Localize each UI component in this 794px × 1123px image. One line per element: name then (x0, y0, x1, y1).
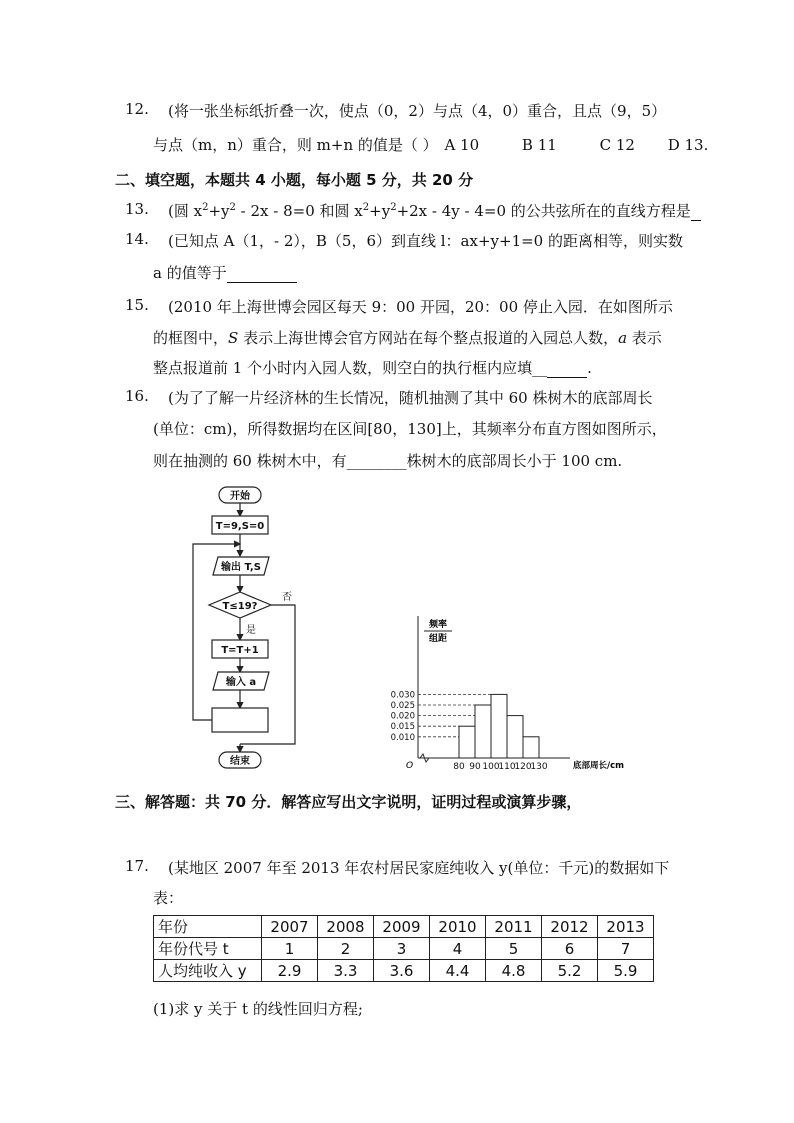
histogram-chart (380, 608, 640, 778)
q12-option-b: B 11 (521, 136, 557, 154)
q15-line2 (153, 327, 662, 348)
q15-text-1: 2010 年上海世博会园区每天 9：00 开园，20：00 停止入园．在如图所示 (173, 298, 673, 316)
q12-number: 12. (125, 100, 149, 118)
q14-text-2: a 的值等于 (153, 264, 227, 282)
y-tick-label: 0.020 (390, 711, 415, 722)
q13-text-b: +y (208, 202, 230, 220)
flow-end-label: 结束 (230, 756, 250, 767)
q13-text-a: 圆 x (173, 202, 203, 220)
q15-var-s: S (228, 329, 239, 347)
table-cell: 2012 (542, 916, 598, 938)
flowchart (185, 482, 325, 774)
q12-text-2: 与点（m，n）重合，则 m+n 的值是（ ） (153, 136, 438, 154)
q14-number: 14. (125, 230, 149, 248)
q16-line3 (153, 450, 622, 471)
q14-answer-blank (227, 264, 297, 283)
table-cell: 3.3 (318, 960, 374, 982)
x-tick-label: 100 (482, 762, 500, 772)
table-cell: 2 (318, 938, 374, 960)
table-cell: 2007 (262, 916, 318, 938)
q13-answer-blank (691, 202, 701, 221)
table-cell: 5 (486, 938, 542, 960)
table-row (154, 916, 654, 938)
q16-text-2: (单位：cm)，所得数据均在区间[80，130]上，其频率分布直方图如图所示， (153, 420, 667, 438)
table-cell: 5.9 (598, 960, 654, 982)
q13-mark: ( (168, 202, 174, 220)
q17-mark: ( (168, 859, 174, 877)
q15-line1 (168, 296, 673, 317)
histogram-bar (507, 716, 523, 758)
table-cell: 2010 (430, 916, 486, 938)
q16-number: 16. (125, 387, 149, 405)
q12-text-1: 将一张坐标纸折叠一次，使点（0，2）与点（4，0）重合，且点（9，5） (173, 102, 667, 120)
q15-answer-blank: __ (532, 359, 548, 377)
histogram-bar (491, 694, 507, 758)
table-cell: 5.2 (542, 960, 598, 982)
table-row (154, 960, 654, 982)
q12-line1 (168, 100, 666, 121)
q13-text-c: - 2x - 8=0 和圆 x (235, 202, 363, 220)
q16-text-3b: 株树木的底部周长小于 100 cm. (406, 452, 623, 470)
q12-option-d: D 13. (667, 136, 709, 154)
ylabel-bottom: 组距 (428, 634, 448, 644)
table-cell: 2011 (486, 916, 542, 938)
q15-var-a: a (618, 329, 628, 347)
histogram-bar (475, 705, 491, 758)
income-table (153, 915, 654, 982)
q16-line1 (168, 387, 653, 408)
table-cell: 7 (598, 938, 654, 960)
flow-condition-label: T≤19? (222, 601, 258, 612)
q14-mark: ( (168, 232, 174, 250)
q17-number: 17. (125, 857, 149, 875)
q16-text-3a: 则在抽测的 60 株树木中，有 (153, 452, 347, 470)
q15-text-3: 整点报道前 1 个小时内入园人数，则空白的执行框内应填 (153, 359, 533, 377)
histogram-bar (459, 726, 475, 758)
x-tick-label: 110 (498, 762, 516, 772)
flow-blank-box (212, 708, 268, 732)
q17-sub1: (1)求 y 关于 t 的线性回归方程; (153, 1000, 363, 1018)
table-row-header: 年份代号 t (154, 938, 262, 960)
x-tick-label: 130 (530, 762, 548, 772)
flow-init-label: T=9,S=0 (215, 521, 265, 532)
table-cell: 4 (430, 938, 486, 960)
x-tick-label: 120 (514, 762, 532, 772)
q13-text-e: +2x - 4y - 4=0 的公共弦所在的直线方程是 (396, 202, 691, 220)
table-cell: 6 (542, 938, 598, 960)
x-tick-label: 80 (453, 762, 465, 772)
q16-line2 (153, 418, 667, 439)
q16-answer-blank: ________ (346, 452, 407, 470)
origin-label: O (406, 761, 414, 771)
table-cell: 2013 (598, 916, 654, 938)
ylabel-top: 频率 (428, 620, 448, 630)
xlabel: 底部周长/cm (573, 761, 625, 771)
histogram-bar (523, 737, 539, 758)
table-row-header: 年份 (154, 916, 262, 938)
table-row-header: 人均纯收入 y (154, 960, 262, 982)
table-cell: 4.4 (430, 960, 486, 982)
table-cell: 2009 (374, 916, 430, 938)
q13-number: 13. (125, 200, 149, 218)
q13-sup-4: 2 (390, 202, 397, 213)
table-cell: 2.9 (262, 960, 318, 982)
q12-mark: ( (168, 102, 174, 120)
q13-sup-3: 2 (362, 202, 370, 213)
table-cell: 4.8 (486, 960, 542, 982)
q15-text-2c: 表示 (627, 329, 662, 347)
q15-text-2a: 的框图中， (153, 329, 229, 347)
y-tick-label: 0.025 (390, 701, 415, 711)
x-tick-label: 90 (469, 762, 481, 772)
table-cell: 2008 (318, 916, 374, 938)
flow-output-label: 输出 T,S (221, 562, 261, 573)
q17-text-1: 某地区 2007 年至 2013 年农村居民家庭纯收入 y(单位：千元)的数据如下 (173, 859, 670, 877)
table-cell: 3 (374, 938, 430, 960)
q14-text-1: 已知点 A（1，- 2），B（5，6）到直线 l：ax+y+1=0 的距离相等，则实数 (173, 232, 683, 250)
q15-text-2b: 表示上海世博会官方网站在每个整点报道的入园总人数， (238, 329, 619, 347)
q15-mark: ( (168, 298, 174, 316)
q15-text-3-end: . (587, 359, 592, 377)
table-cell: 3.6 (374, 960, 430, 982)
q13-sup-1: 2 (202, 202, 209, 213)
q13-line (168, 200, 701, 221)
flow-increment-label: T=T+1 (221, 645, 259, 656)
q13-sup-2: 2 (229, 202, 236, 213)
q12-line2 (153, 134, 708, 155)
q12-option-a: A 10 (444, 136, 480, 154)
table-row (154, 938, 654, 960)
q12-option-c: C 12 (599, 136, 635, 154)
q17-line2: 表： (153, 889, 184, 907)
q14-line2 (153, 262, 297, 283)
flow-yes-label: 是 (246, 625, 256, 636)
q14-line1 (168, 230, 683, 251)
q15-number: 15. (125, 296, 149, 314)
section-3-heading: 三、解答题：共 70 分．解答应写出文字说明，证明过程或演算步骤， (115, 793, 582, 811)
section-2-heading: 二、填空题，本题共 4 小题，每小题 5 分，共 20 分 (115, 171, 474, 189)
y-tick-label: 0.030 (390, 690, 415, 701)
q13-text-d: +y (369, 202, 391, 220)
q15-answer-blank-2 (547, 359, 587, 378)
y-tick-label: 0.010 (390, 732, 415, 743)
flow-input-label: 输入 a (225, 677, 257, 688)
q15-line3 (153, 357, 592, 378)
y-tick-label: 0.015 (390, 722, 415, 733)
q16-mark: ( (168, 389, 174, 407)
q16-text-1: 为了了解一片经济林的生长情况，随机抽测了其中 60 株树木的底部周长 (173, 389, 653, 407)
flow-start-label: 开始 (230, 491, 250, 502)
q17-line1 (168, 857, 669, 878)
flow-no-label: 否 (282, 592, 292, 603)
table-cell: 1 (262, 938, 318, 960)
